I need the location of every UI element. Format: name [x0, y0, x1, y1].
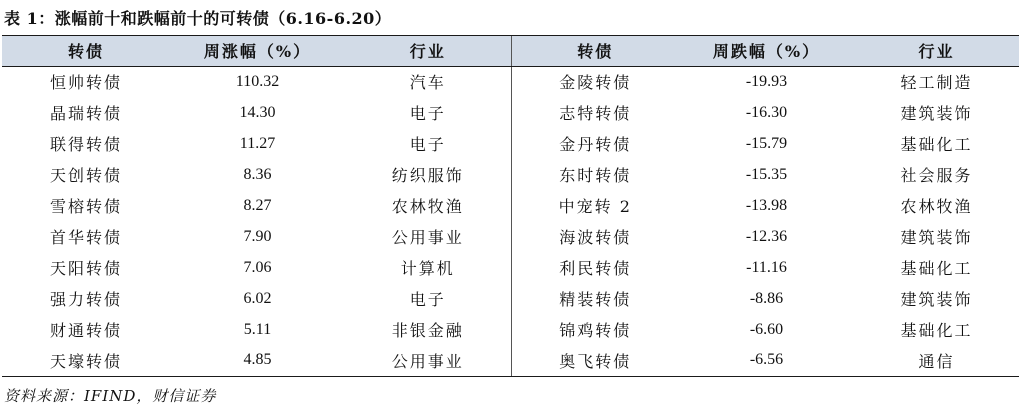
gain-industry-cell: 汽车 — [409, 73, 446, 93]
table-row — [2, 66, 1019, 97]
gain-pct-cell: 14.30 — [239, 103, 276, 121]
header-weekly-loss: 周跌幅（%） — [679, 36, 854, 66]
table-row — [2, 221, 1019, 252]
header-bond-loss: 转债 — [511, 36, 679, 66]
loss-pct-cell: -15.79 — [745, 134, 788, 152]
gain-pct-cell: 11.27 — [239, 134, 276, 152]
gain-bond-cell: 恒帅转债 — [49, 73, 122, 93]
gain-pct-cell: 5.11 — [243, 320, 272, 338]
loss-industry-cell: 建筑装饰 — [900, 290, 973, 309]
gain-bond-cell: 天壕转债 — [2, 345, 170, 376]
gain-industry-cell: 电子 — [409, 104, 446, 123]
bond-table — [2, 36, 1019, 377]
gain-pct-cell: 7.06 — [243, 258, 272, 276]
gain-industry-cell: 电子 — [409, 135, 446, 154]
gain-bond-cell: 天阳转债 — [49, 259, 122, 278]
gain-bond-cell: 首华转债 — [49, 228, 122, 247]
loss-pct-cell: -16.30 — [745, 103, 788, 121]
header-weekly-gain: 周涨幅（%） — [170, 36, 345, 66]
loss-industry-cell: 农林牧渔 — [900, 197, 973, 216]
loss-industry-cell: 基础化工 — [900, 259, 973, 278]
header-industry-loss: 行业 — [854, 36, 1019, 66]
loss-bond-cell: 志特转债 — [511, 97, 679, 128]
gain-pct-cell: 110.32 — [235, 72, 280, 90]
gain-pct-cell: 8.36 — [243, 165, 272, 183]
loss-bond-cell: 锦鸡转债 — [511, 314, 679, 345]
loss-bond-cell: 金丹转债 — [511, 128, 679, 159]
gain-bond-cell: 强力转债 — [49, 290, 122, 309]
gain-bond-cell: 财通转债 — [49, 321, 122, 340]
gain-industry-cell: 公用事业 — [391, 228, 464, 247]
table-row — [2, 159, 1019, 190]
gain-pct-cell: 7.90 — [243, 227, 272, 245]
loss-bond-cell: 奥飞转债 — [511, 345, 679, 376]
header-bond-gain: 转债 — [2, 36, 170, 66]
loss-industry-cell: 基础化工 — [900, 321, 973, 340]
gain-pct-cell: 6.02 — [243, 289, 272, 307]
loss-bond-cell: 中宠转 2 — [511, 190, 679, 221]
table-row — [2, 128, 1019, 159]
loss-pct-cell: -6.56 — [679, 345, 854, 376]
loss-industry-cell: 建筑装饰 — [900, 104, 973, 123]
table-title: 表 1：涨幅前十和跌幅前十的可转债（6.16-6.20） — [4, 9, 392, 28]
loss-industry-cell: 社会服务 — [900, 166, 973, 185]
gain-industry-cell: 纺织服饰 — [391, 166, 464, 185]
table-row — [2, 97, 1019, 128]
table-row — [2, 283, 1019, 314]
gain-bond-cell: 天创转债 — [49, 166, 122, 185]
header-row — [2, 36, 1019, 66]
loss-pct-cell: -8.86 — [749, 289, 784, 307]
gain-pct-cell: 4.85 — [170, 345, 345, 376]
gain-industry-cell: 公用事业 — [345, 345, 511, 376]
loss-bond-cell: 精装转债 — [511, 283, 679, 314]
table-body — [2, 66, 1019, 376]
table-row — [2, 314, 1019, 345]
gain-industry-cell: 非银金融 — [391, 321, 464, 340]
gain-pct-cell: 8.27 — [243, 196, 272, 214]
header-industry-gain: 行业 — [345, 36, 511, 66]
loss-bond-cell: 海波转债 — [511, 221, 679, 252]
gain-industry-cell: 计算机 — [400, 259, 455, 278]
loss-pct-cell: -11.16 — [746, 258, 787, 276]
loss-bond-cell: 金陵转债 — [511, 66, 679, 97]
loss-pct-cell: -12.36 — [745, 227, 788, 245]
gain-bond-cell: 雪榕转债 — [49, 197, 122, 216]
loss-pct-cell: -13.98 — [745, 196, 788, 214]
loss-bond-cell: 东时转债 — [511, 159, 679, 190]
gain-industry-cell: 农林牧渔 — [391, 197, 464, 216]
gain-bond-cell: 晶瑞转债 — [49, 104, 122, 123]
table-row — [2, 190, 1019, 221]
loss-industry-cell: 轻工制造 — [900, 73, 973, 93]
table-row — [2, 345, 1019, 376]
loss-pct-cell: -15.35 — [745, 165, 788, 183]
loss-industry-cell: 通信 — [854, 345, 1019, 376]
table-row — [2, 252, 1019, 283]
source-note: 资料来源：IFIND，财信证券 — [4, 387, 217, 405]
loss-pct-cell: -19.93 — [745, 72, 788, 90]
loss-bond-cell: 利民转债 — [511, 252, 679, 283]
loss-industry-cell: 建筑装饰 — [900, 228, 973, 247]
gain-industry-cell: 电子 — [409, 290, 446, 309]
gain-bond-cell: 联得转债 — [49, 135, 122, 154]
loss-pct-cell: -6.60 — [749, 320, 784, 338]
loss-industry-cell: 基础化工 — [900, 135, 973, 154]
